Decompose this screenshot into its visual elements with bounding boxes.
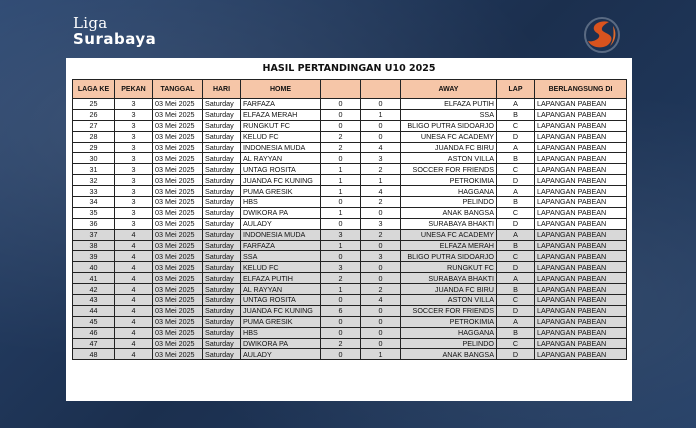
- cell-laga: 36: [73, 218, 115, 229]
- cell-tanggal: 03 Mei 2025: [153, 142, 203, 153]
- cell-pekan: 3: [115, 186, 153, 197]
- cell-hari: Saturday: [203, 153, 241, 164]
- col-header-home: HOME: [241, 80, 321, 99]
- cell-hari: Saturday: [203, 349, 241, 360]
- table-row: [73, 109, 627, 120]
- col-header-score-home: [321, 80, 361, 99]
- results-sheet: [66, 58, 632, 401]
- cell-hari: Saturday: [203, 295, 241, 306]
- cell-pekan: 3: [115, 218, 153, 229]
- table-row: [73, 327, 627, 338]
- cell-hari: Saturday: [203, 262, 241, 273]
- cell-pekan: 4: [115, 338, 153, 349]
- cell-home: PUMA GRESIK: [241, 316, 321, 327]
- cell-venue: LAPANGAN PABEAN: [535, 186, 627, 197]
- cell-score-home: 0: [321, 349, 361, 360]
- cell-score-home: 2: [321, 142, 361, 153]
- table-row: [73, 338, 627, 349]
- cell-score-away: 3: [361, 153, 401, 164]
- cell-lap: A: [497, 142, 535, 153]
- cell-score-home: 0: [321, 327, 361, 338]
- cell-venue: LAPANGAN PABEAN: [535, 240, 627, 251]
- cell-venue: LAPANGAN PABEAN: [535, 142, 627, 153]
- sheet-title: HASIL PERTANDINGAN U10 2025: [262, 63, 436, 74]
- cell-laga: 28: [73, 131, 115, 142]
- cell-hari: Saturday: [203, 142, 241, 153]
- cell-tanggal: 03 Mei 2025: [153, 109, 203, 120]
- cell-away: HAGGANA: [401, 186, 497, 197]
- cell-pekan: 3: [115, 153, 153, 164]
- cell-home: AL RAYYAN: [241, 284, 321, 295]
- cell-hari: Saturday: [203, 197, 241, 208]
- cell-score-away: 4: [361, 186, 401, 197]
- cell-away: SOCCER FOR FRIENDS: [401, 305, 497, 316]
- cell-away: ELFAZA PUTIH: [401, 99, 497, 110]
- cell-hari: Saturday: [203, 229, 241, 240]
- cell-score-away: 2: [361, 164, 401, 175]
- cell-tanggal: 03 Mei 2025: [153, 273, 203, 284]
- col-header-score-away: [361, 80, 401, 99]
- cell-home: AULADY: [241, 218, 321, 229]
- col-header-lap: LAP: [497, 80, 535, 99]
- cell-lap: D: [497, 218, 535, 229]
- cell-lap: B: [497, 240, 535, 251]
- cell-lap: A: [497, 316, 535, 327]
- cell-venue: LAPANGAN PABEAN: [535, 338, 627, 349]
- cell-score-home: 0: [321, 99, 361, 110]
- table-row: [73, 153, 627, 164]
- cell-score-home: 2: [321, 131, 361, 142]
- results-table: [72, 79, 627, 360]
- cell-score-away: 2: [361, 284, 401, 295]
- cell-hari: Saturday: [203, 109, 241, 120]
- table-row: [73, 120, 627, 131]
- cell-home: INDONESIA MUDA: [241, 229, 321, 240]
- cell-home: FARFAZA: [241, 240, 321, 251]
- cell-lap: B: [497, 327, 535, 338]
- cell-tanggal: 03 Mei 2025: [153, 338, 203, 349]
- cell-score-home: 0: [321, 153, 361, 164]
- cell-away: PELINDO: [401, 338, 497, 349]
- cell-score-away: 3: [361, 251, 401, 262]
- cell-venue: LAPANGAN PABEAN: [535, 120, 627, 131]
- cell-laga: 32: [73, 175, 115, 186]
- cell-away: ELFAZA MERAH: [401, 240, 497, 251]
- table-row: [73, 295, 627, 306]
- table-row: [73, 262, 627, 273]
- cell-tanggal: 03 Mei 2025: [153, 186, 203, 197]
- cell-pekan: 4: [115, 305, 153, 316]
- cell-tanggal: 03 Mei 2025: [153, 153, 203, 164]
- cell-pekan: 4: [115, 251, 153, 262]
- cell-pekan: 3: [115, 175, 153, 186]
- cell-venue: LAPANGAN PABEAN: [535, 207, 627, 218]
- cell-away: SSA: [401, 109, 497, 120]
- cell-away: BLIGO PUTRA SIDOARJO: [401, 251, 497, 262]
- cell-laga: 31: [73, 164, 115, 175]
- cell-home: SSA: [241, 251, 321, 262]
- table-row: [73, 273, 627, 284]
- cell-away: ANAK BANGSA: [401, 349, 497, 360]
- table-row: [73, 305, 627, 316]
- col-header-venue: BERLANGSUNG DI: [535, 80, 627, 99]
- cell-lap: D: [497, 175, 535, 186]
- cell-venue: LAPANGAN PABEAN: [535, 218, 627, 229]
- cell-lap: C: [497, 251, 535, 262]
- cell-away: SOCCER FOR FRIENDS: [401, 164, 497, 175]
- cell-tanggal: 03 Mei 2025: [153, 207, 203, 218]
- cell-home: AULADY: [241, 349, 321, 360]
- cell-away: PETROKIMIA: [401, 175, 497, 186]
- cell-away: PELINDO: [401, 197, 497, 208]
- cell-tanggal: 03 Mei 2025: [153, 229, 203, 240]
- cell-tanggal: 03 Mei 2025: [153, 251, 203, 262]
- table-row: [73, 99, 627, 110]
- cell-hari: Saturday: [203, 327, 241, 338]
- cell-score-away: 0: [361, 131, 401, 142]
- cell-lap: C: [497, 164, 535, 175]
- cell-score-home: 0: [321, 120, 361, 131]
- cell-home: ELFAZA MERAH: [241, 109, 321, 120]
- table-row: [73, 349, 627, 360]
- table-row: [73, 186, 627, 197]
- cell-lap: D: [497, 349, 535, 360]
- cell-lap: B: [497, 153, 535, 164]
- cell-score-away: 0: [361, 327, 401, 338]
- cell-score-away: 1: [361, 175, 401, 186]
- cell-hari: Saturday: [203, 218, 241, 229]
- cell-venue: LAPANGAN PABEAN: [535, 153, 627, 164]
- cell-tanggal: 03 Mei 2025: [153, 197, 203, 208]
- cell-score-away: 0: [361, 120, 401, 131]
- cell-tanggal: 03 Mei 2025: [153, 164, 203, 175]
- cell-home: ELFAZA PUTIH: [241, 273, 321, 284]
- cell-laga: 45: [73, 316, 115, 327]
- cell-venue: LAPANGAN PABEAN: [535, 229, 627, 240]
- cell-lap: A: [497, 229, 535, 240]
- cell-venue: LAPANGAN PABEAN: [535, 284, 627, 295]
- cell-score-home: 0: [321, 218, 361, 229]
- cell-home: HBS: [241, 197, 321, 208]
- table-row: [73, 131, 627, 142]
- cell-score-home: 0: [321, 109, 361, 120]
- cell-hari: Saturday: [203, 240, 241, 251]
- cell-venue: LAPANGAN PABEAN: [535, 175, 627, 186]
- cell-laga: 38: [73, 240, 115, 251]
- cell-lap: D: [497, 131, 535, 142]
- table-row: [73, 164, 627, 175]
- cell-score-away: 0: [361, 207, 401, 218]
- cell-venue: LAPANGAN PABEAN: [535, 327, 627, 338]
- cell-pekan: 3: [115, 164, 153, 175]
- cell-score-home: 1: [321, 207, 361, 218]
- table-row: [73, 316, 627, 327]
- col-header-pekan: PEKAN: [115, 80, 153, 99]
- cell-hari: Saturday: [203, 120, 241, 131]
- cell-hari: Saturday: [203, 284, 241, 295]
- cell-lap: D: [497, 262, 535, 273]
- cell-away: SURABAYA BHAKTI: [401, 218, 497, 229]
- cell-away: ASTON VILLA: [401, 153, 497, 164]
- cell-venue: LAPANGAN PABEAN: [535, 164, 627, 175]
- cell-venue: LAPANGAN PABEAN: [535, 99, 627, 110]
- cell-venue: LAPANGAN PABEAN: [535, 109, 627, 120]
- table-header-row: [73, 80, 627, 99]
- col-header-away: AWAY: [401, 80, 497, 99]
- cell-score-home: 1: [321, 164, 361, 175]
- cell-hari: Saturday: [203, 316, 241, 327]
- cell-score-home: 0: [321, 251, 361, 262]
- cell-venue: LAPANGAN PABEAN: [535, 197, 627, 208]
- cell-venue: LAPANGAN PABEAN: [535, 131, 627, 142]
- cell-lap: A: [497, 99, 535, 110]
- cell-score-home: 6: [321, 305, 361, 316]
- cell-home: KELUD FC: [241, 131, 321, 142]
- cell-away: JUANDA FC BIRU: [401, 284, 497, 295]
- table-row: [73, 142, 627, 153]
- cell-tanggal: 03 Mei 2025: [153, 175, 203, 186]
- cell-score-home: 2: [321, 273, 361, 284]
- cell-venue: LAPANGAN PABEAN: [535, 305, 627, 316]
- cell-hari: Saturday: [203, 207, 241, 218]
- cell-pekan: 4: [115, 273, 153, 284]
- cell-home: JUANDA FC KUNING: [241, 175, 321, 186]
- table-row: [73, 229, 627, 240]
- cell-pekan: 4: [115, 284, 153, 295]
- cell-tanggal: 03 Mei 2025: [153, 131, 203, 142]
- cell-lap: A: [497, 186, 535, 197]
- cell-pekan: 3: [115, 142, 153, 153]
- cell-home: KELUD FC: [241, 262, 321, 273]
- cell-score-home: 1: [321, 186, 361, 197]
- cell-tanggal: 03 Mei 2025: [153, 284, 203, 295]
- table-row: [73, 240, 627, 251]
- cell-score-home: 3: [321, 229, 361, 240]
- cell-laga: 37: [73, 229, 115, 240]
- cell-laga: 39: [73, 251, 115, 262]
- cell-score-away: 2: [361, 229, 401, 240]
- cell-away: BLIGO PUTRA SIDOARJO: [401, 120, 497, 131]
- cell-laga: 41: [73, 273, 115, 284]
- cell-score-away: 2: [361, 197, 401, 208]
- cell-venue: LAPANGAN PABEAN: [535, 316, 627, 327]
- cell-away: UNESA FC ACADEMY: [401, 131, 497, 142]
- cell-tanggal: 03 Mei 2025: [153, 120, 203, 131]
- cell-pekan: 3: [115, 109, 153, 120]
- cell-pekan: 4: [115, 229, 153, 240]
- cell-pekan: 4: [115, 240, 153, 251]
- cell-tanggal: 03 Mei 2025: [153, 240, 203, 251]
- cell-score-home: 1: [321, 284, 361, 295]
- cell-pekan: 4: [115, 327, 153, 338]
- cell-lap: A: [497, 273, 535, 284]
- cell-score-away: 0: [361, 240, 401, 251]
- cell-home: PUMA GRESIK: [241, 186, 321, 197]
- cell-laga: 25: [73, 99, 115, 110]
- cell-score-away: 3: [361, 218, 401, 229]
- cell-lap: D: [497, 305, 535, 316]
- cell-venue: LAPANGAN PABEAN: [535, 262, 627, 273]
- cell-tanggal: 03 Mei 2025: [153, 295, 203, 306]
- cell-laga: 35: [73, 207, 115, 218]
- col-header-laga: LAGA KE: [73, 80, 115, 99]
- cell-hari: Saturday: [203, 175, 241, 186]
- cell-lap: C: [497, 207, 535, 218]
- cell-venue: LAPANGAN PABEAN: [535, 251, 627, 262]
- cell-home: DWIKORA PA: [241, 338, 321, 349]
- cell-score-away: 0: [361, 262, 401, 273]
- cell-pekan: 4: [115, 316, 153, 327]
- cell-home: RUNGKUT FC: [241, 120, 321, 131]
- cell-hari: Saturday: [203, 305, 241, 316]
- cell-home: HBS: [241, 327, 321, 338]
- brand-wordmark: [73, 15, 156, 48]
- cell-home: UNTAG ROSITA: [241, 164, 321, 175]
- cell-pekan: 4: [115, 262, 153, 273]
- cell-away: HAGGANA: [401, 327, 497, 338]
- cell-hari: Saturday: [203, 131, 241, 142]
- cell-lap: B: [497, 197, 535, 208]
- cell-laga: 44: [73, 305, 115, 316]
- cell-score-away: 4: [361, 142, 401, 153]
- cell-score-home: 0: [321, 295, 361, 306]
- cell-tanggal: 03 Mei 2025: [153, 349, 203, 360]
- cell-home: FARFAZA: [241, 99, 321, 110]
- cell-away: RUNGKUT FC: [401, 262, 497, 273]
- cell-laga: 26: [73, 109, 115, 120]
- cell-tanggal: 03 Mei 2025: [153, 262, 203, 273]
- table-row: [73, 251, 627, 262]
- cell-lap: C: [497, 338, 535, 349]
- cell-laga: 40: [73, 262, 115, 273]
- cell-laga: 42: [73, 284, 115, 295]
- cell-tanggal: 03 Mei 2025: [153, 218, 203, 229]
- cell-venue: LAPANGAN PABEAN: [535, 349, 627, 360]
- cell-pekan: 3: [115, 99, 153, 110]
- cell-lap: C: [497, 120, 535, 131]
- cell-hari: Saturday: [203, 164, 241, 175]
- brand-liga-text: Liga: [73, 14, 108, 32]
- cell-score-away: 1: [361, 109, 401, 120]
- cell-score-home: 1: [321, 240, 361, 251]
- cell-laga: 30: [73, 153, 115, 164]
- cell-score-away: 0: [361, 338, 401, 349]
- cell-venue: LAPANGAN PABEAN: [535, 273, 627, 284]
- cell-score-away: 0: [361, 99, 401, 110]
- table-row: [73, 175, 627, 186]
- cell-pekan: 3: [115, 131, 153, 142]
- cell-laga: 33: [73, 186, 115, 197]
- cell-home: UNTAG ROSITA: [241, 295, 321, 306]
- cell-score-home: 2: [321, 338, 361, 349]
- cell-score-home: 0: [321, 316, 361, 327]
- cell-home: DWIKORA PA: [241, 207, 321, 218]
- cell-lap: C: [497, 295, 535, 306]
- table-row: [73, 207, 627, 218]
- cell-laga: 29: [73, 142, 115, 153]
- cell-pekan: 3: [115, 197, 153, 208]
- cell-score-away: 4: [361, 295, 401, 306]
- cell-laga: 47: [73, 338, 115, 349]
- brand-surabaya-text: Surabaya: [73, 30, 157, 48]
- cell-score-away: 1: [361, 349, 401, 360]
- col-header-hari: HARI: [203, 80, 241, 99]
- swoosh-logo-icon: [583, 16, 621, 54]
- cell-away: SURABAYA BHAKTI: [401, 273, 497, 284]
- cell-tanggal: 03 Mei 2025: [153, 305, 203, 316]
- cell-hari: Saturday: [203, 273, 241, 284]
- cell-hari: Saturday: [203, 251, 241, 262]
- cell-laga: 46: [73, 327, 115, 338]
- cell-score-away: 0: [361, 316, 401, 327]
- table-row: [73, 197, 627, 208]
- cell-lap: B: [497, 109, 535, 120]
- cell-home: JUANDA FC KUNING: [241, 305, 321, 316]
- cell-hari: Saturday: [203, 99, 241, 110]
- cell-away: ASTON VILLA: [401, 295, 497, 306]
- cell-away: PETROKIMIA: [401, 316, 497, 327]
- col-header-tanggal: TANGGAL: [153, 80, 203, 99]
- cell-lap: B: [497, 284, 535, 295]
- cell-hari: Saturday: [203, 186, 241, 197]
- cell-laga: 34: [73, 197, 115, 208]
- cell-hari: Saturday: [203, 338, 241, 349]
- cell-score-home: 1: [321, 175, 361, 186]
- cell-pekan: 3: [115, 120, 153, 131]
- cell-score-home: 3: [321, 262, 361, 273]
- cell-venue: LAPANGAN PABEAN: [535, 295, 627, 306]
- cell-away: UNESA FC ACADEMY: [401, 229, 497, 240]
- cell-laga: 43: [73, 295, 115, 306]
- cell-laga: 27: [73, 120, 115, 131]
- cell-laga: 48: [73, 349, 115, 360]
- cell-score-home: 0: [321, 197, 361, 208]
- cell-tanggal: 03 Mei 2025: [153, 316, 203, 327]
- cell-score-away: 0: [361, 305, 401, 316]
- cell-tanggal: 03 Mei 2025: [153, 327, 203, 338]
- cell-away: JUANDA FC BIRU: [401, 142, 497, 153]
- cell-pekan: 4: [115, 295, 153, 306]
- cell-score-away: 0: [361, 273, 401, 284]
- cell-pekan: 4: [115, 349, 153, 360]
- table-row: [73, 218, 627, 229]
- table-row: [73, 284, 627, 295]
- cell-pekan: 3: [115, 207, 153, 218]
- cell-home: INDONESIA MUDA: [241, 142, 321, 153]
- cell-away: ANAK BANGSA: [401, 207, 497, 218]
- cell-tanggal: 03 Mei 2025: [153, 99, 203, 110]
- cell-home: AL RAYYAN: [241, 153, 321, 164]
